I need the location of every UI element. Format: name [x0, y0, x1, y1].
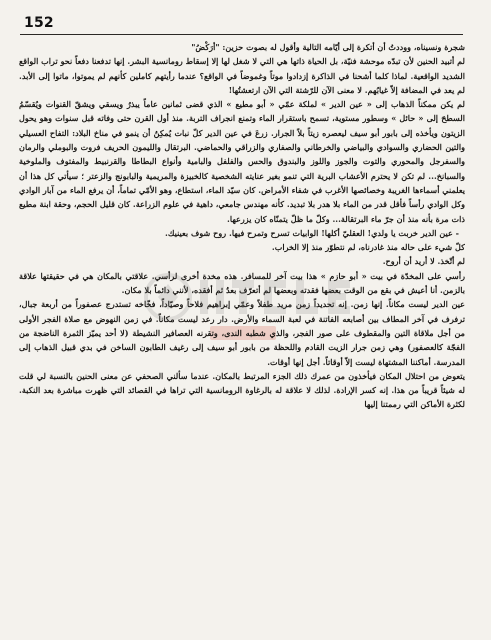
header-rule [20, 34, 463, 35]
paragraph: لم أتّخذ. لا أريد أن أروح. [382, 256, 465, 267]
paragraph: رأسي على المخدّة في بيت « أبو حازم » هذا بيت آخر للمسافر. هذه مخدة أخرى لرأسي. علاقتي بالمكان هي في حقيقتها علاقة بالزمن. أنا أعيش في بقع من الوقت بعضها فقدته وبعضها لم أتعرّف بعدُ ثم أفقده، لأنني دائماً بلا مكان. [19, 270, 465, 296]
paragraph: لم يكن ممكناً الذهاب إلى « عين الدير » لملكة عمّي « أبو مطيع » الذي قضى ثمانين عاماً يبذرُ ويسقي ويشقّ القنوات ويُقسّمُ السطحَ إلى « حائل » وسطور مستوية، تسمح باستقرار الماء وتمنع انجراف التربة. منذ أول القرن حتى وفاته قبل سنوات وهو يحول الزيتون ويأخذه إلى بابور أبو سيف ليعصره زيتاً بلاً الجرار. زرعَ في عين الدير كلّ نبات يُمكِنُ أن ينمو في مناخ البلاد: التفاح العسيلي والتين الحضاري والسوادي والبياضي والخرطاني والصفاري والزراقي والحماضي. البرتقال والليمون الحريف فروت والبوملي والرمان والسفرجل والمحوري والتوت والجوز واللوز والبندوق والحس والفلفل والبامية وأنواع البطاطا والقرنبيط والمفتوف والملوخية والسبانخ... لم تكن لا يحترم الأعشاب البرية التي تنمو بغير عنايته الشخصية كالخبيزة والمريمية والبابونج والزعتر ؛ سيأتي كل هذا أن يعلمني أسماءها الغريبة وخصائصها الأغرب في شفاء الأمراض. كان سيّد الماء، استطاع، وهو الأمّي تماماً، أن يرفع الماء من آبار الوادي وكل الوادي رأساً فأقل قدر من الماء بلا هدر بلا تبديد. كأنه مهندس جامعي، داهية في علوم الزراعة. كان قليل الحجم، وحقة ابنة مطيع ذات مرة بأنه منذ أن جرّ ماء البرتقالة... وكلّ ما ظلّ يتمنّاه كان يزرعها. [19, 99, 465, 224]
paragraph: شجرة ونسيناه، ووددتُ أن أتكرة إلى أيّامه التالية وأقول له بصوت حزين: "أرَكْضُ" [191, 42, 465, 52]
paragraph: عين الدير ليست مكاناً. إنها زمن. إنه تحديداً زمن مريد طفلاً وعمّي إبراهيم فلاحاً وصيّاداً، فخّاخه تستدرج عصفوراً من أربعة جبال، ترفرف في آخر المطاف بين أصابعه الفاتنة في لعبة السماء والأرض. دار رعد ليست مكاناً. في زمن النهوض مع صلاة الفجر الأولى من أجل ملاقاة التين والمقطوف على صور الفجر، والذي شطبه الندى، وتقرنه العصافير النشيطة (لا أحد يميّز الثمرة الناضجة من الفجّة كالعصفور) وهي زمن جرار الزيت القادم واللحظة من بابور أبو سيف إلى رغيف الطابون الساخن في بدي قبيل الذهاب إلى المدرسة. أماكننا المشتهاة ليست إلاّ أوقاتاً. أجل إنها أوقات. [19, 299, 465, 367]
page-number: 152 [24, 15, 54, 31]
page-body [19, 40, 465, 634]
paragraph: لم أتبيد الحنين لأن تبدّه موحشة فنيّة، بل الحياة ذاتها هي التي لا شغل لها إلا إسقاط رومانسية البشر. إنها تدفعنا دفعاً نحو تراب الواقع الشديد الواقعية. لماذا كلما أشحنا في الذاكرة إزدادوا موتاً وغموضاً في الواقع؟ عندما رأيتهم كاملين كأنهم لم يموتوا، ماتوا إلى الأبد. لم يعد في المضافة إلاّ غيابُهم. لا معنى الآن للرّشتة التي الآن ارتعشتُها! [19, 56, 465, 95]
paragraph: كلّ شيء على حاله منذ غادرناه، لم نتطوّر منذ إلا الخراب. [271, 242, 465, 253]
dialogue-line: - عين الدير خربت يا ولدي! العقليّ أكلها! الوابيات تسرح وتمرح فيها. روح شوف بعينيك. [165, 227, 459, 238]
paragraph: يتعوض من احتلال المكان فيأخذون من عمرك ذلك الجزء المرتبط بالمكان. عندما سألني الصحفي عن معنى الحنين بالنسبة لي قلت له شيئاً قريباً من هذا. إنه كسر الإرادة. لذلك لا علاقة له بالرغاوة الرومانسية التي تراها في القصائد التي ظهرت مباشرة بعد النكبة. لكثرة الأماكن التي رممتنا إليها [19, 370, 465, 410]
